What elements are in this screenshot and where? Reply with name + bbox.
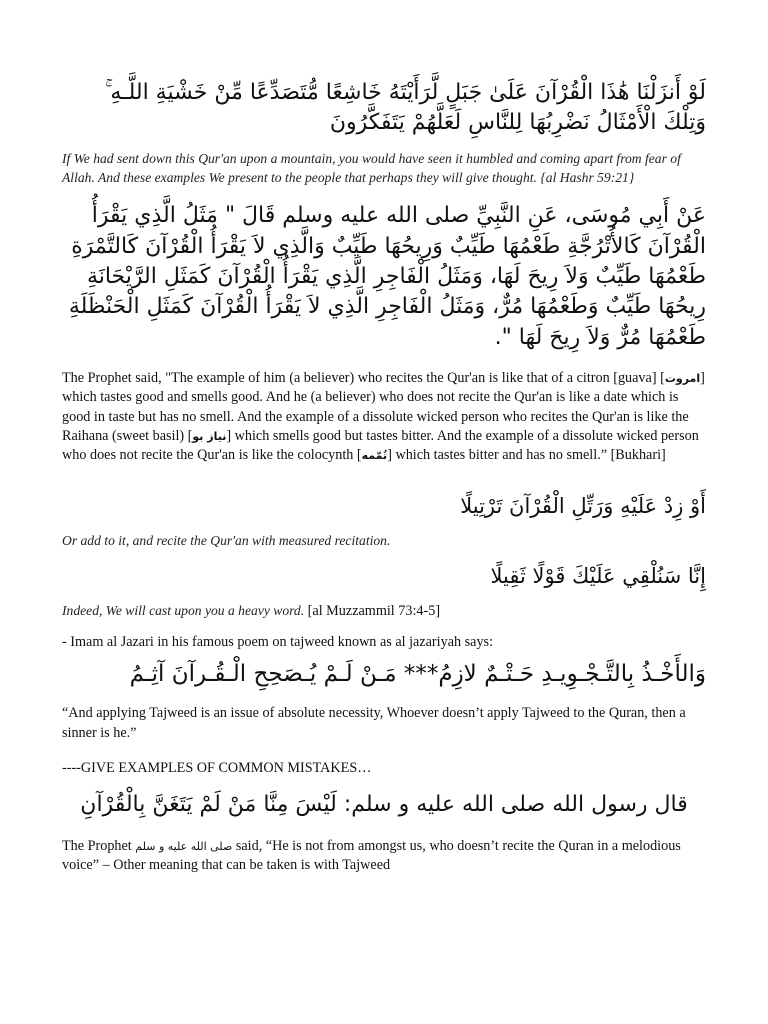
quran-verse-tartil: أَوْ زِدْ عَلَيْهِ وَرَتِّلِ الْقُرْآنَ تَرْتِيلًا [460, 493, 706, 518]
gloss-basil: نیاز بو [192, 430, 227, 444]
gloss-guava: امروت [664, 372, 701, 386]
hadith-text-part: said, “He is not from amongst us, who doesn’t recite the Quran in a melodious voice” – Other meaning that can be taken is with Tajweed [62, 837, 681, 873]
salutation-text: صلى الله عليه و سلم [135, 839, 233, 853]
hadith-translation-citron [62, 369, 706, 466]
hadith-text-part: The Prophet said, "The example of him (a believer) who recites the Qur'an is like that of a citron [guava] [ [62, 370, 665, 387]
verse-translation-hashr: If We had sent down this Qur'an upon a mountain, you would have seen it humbled and coming apart from fear of Allah. And these examples We present to the people that perhaps they will give thought. {al Hashr 59:21} [62, 150, 681, 186]
verse-translation-heavy-word [62, 601, 706, 621]
mistakes-heading: ----GIVE EXAMPLES OF COMMON MISTAKES… [62, 759, 372, 776]
quran-verse-hashr: لَوْ أَنزَلْنَا هَٰذَا الْقُرْآنَ عَلَىٰ جَبَلٍ لَّرَأَيْتَهُ خَاشِعًا مُّتَصَدِّعًا مِّنْ خَشْيَةِ اللَّـهِ ۚ وَتِلْكَ الْأَمْثَالُ نَضْرِبُهَا لِلنَّاسِ لَعَلَّهُمْ يَتَفَكَّرُونَ [104, 80, 706, 136]
gloss-colocynth: تُمّمه [361, 449, 388, 463]
hadith-translation-melodious [62, 837, 706, 876]
verse-reference: [al Muzzammil 73:4-5] [304, 602, 441, 619]
hadith-text-part: The Prophet [62, 837, 136, 854]
hadith-arabic-citron: عَنْ أَبِي مُوسَى، عَنِ النَّبِيِّ صلى الله عليه وسلم قَالَ " مَثَلُ الَّذِي يَقْرَأُ الْقُرْآنَ كَالأُتْرُجَّةِ طَعْمُهَا طَيِّبٌ وَرِيحُهَا طَيِّبٌ وَالَّذِي لاَ يَقْرَأُ الْقُرْآنَ كَالتَّمْرَةِ طَعْمُهَا طَيِّبٌ وَلاَ رِيحَ لَهَا، وَمَثَلُ الْفَاجِرِ الَّذِي يَقْرَأُ الْقُرْآنَ كَمَثَلِ الرَّيْحَانَةِ رِيحُهَا طَيِّبٌ وَطَعْمُهَا مُرٌّ، وَمَثَلُ الْفَاجِرِ الَّذِي لاَ يَقْرَأُ الْقُرْآنَ كَمَثَلِ الْحَنْظَلَةِ طَعْمُهَا مُرٌّ وَلاَ رِيحَ لَهَا ". [68, 203, 706, 350]
hadith-text-part: ] which tastes good and smells good. And he (a believer) who does not recite the Qur'an is like a date which is good in taste but has no smell. And the example of a dissolute wicked person who recites the Qur'an is like the Raihana (sweet basil) [ [62, 370, 705, 445]
quran-verse-heavy-word: إِنَّا سَنُلْقِي عَلَيْكَ قَوْلًا ثَقِيلًا [490, 563, 706, 588]
hadith-arabic-melodious: قال رسول الله صلى الله عليه و سلم: لَيْسَ مِنَّا مَنْ لَمْ يَتَغَنَّ بِالْقُرْآنِ [80, 792, 688, 818]
verse-translation-tartil: Or add to it, and recite the Qur'an with measured recitation. [62, 532, 391, 548]
jazari-translation: “And applying Tajweed is an issue of absolute necessity, Whoever doesn’t apply Tajweed to the Quran, then a sinner is he.” [62, 705, 686, 741]
hadith-text-part: ] which smells good but tastes bitter. And the example of a dissolute wicked person who does not recite the Qur'an is like the colocynth [ [62, 428, 699, 464]
jazari-poem-line: وَالأَخْـذُ بِالتَّـجْـوِيـدِ حَـتْـمٌ لازِمُ*** مَـنْ لَـمْ يُـصَحِحِ الْـقُـرآنَ آثِـمُ [129, 660, 706, 687]
translation-text: Indeed, We will cast upon you a heavy word. [62, 602, 305, 618]
hadith-text-part: ] which tastes bitter and has no smell.” [Bukhari] [387, 447, 666, 464]
jazari-intro: - Imam al Jazari in his famous poem on tajweed known as al jazariyah says: [62, 634, 494, 651]
